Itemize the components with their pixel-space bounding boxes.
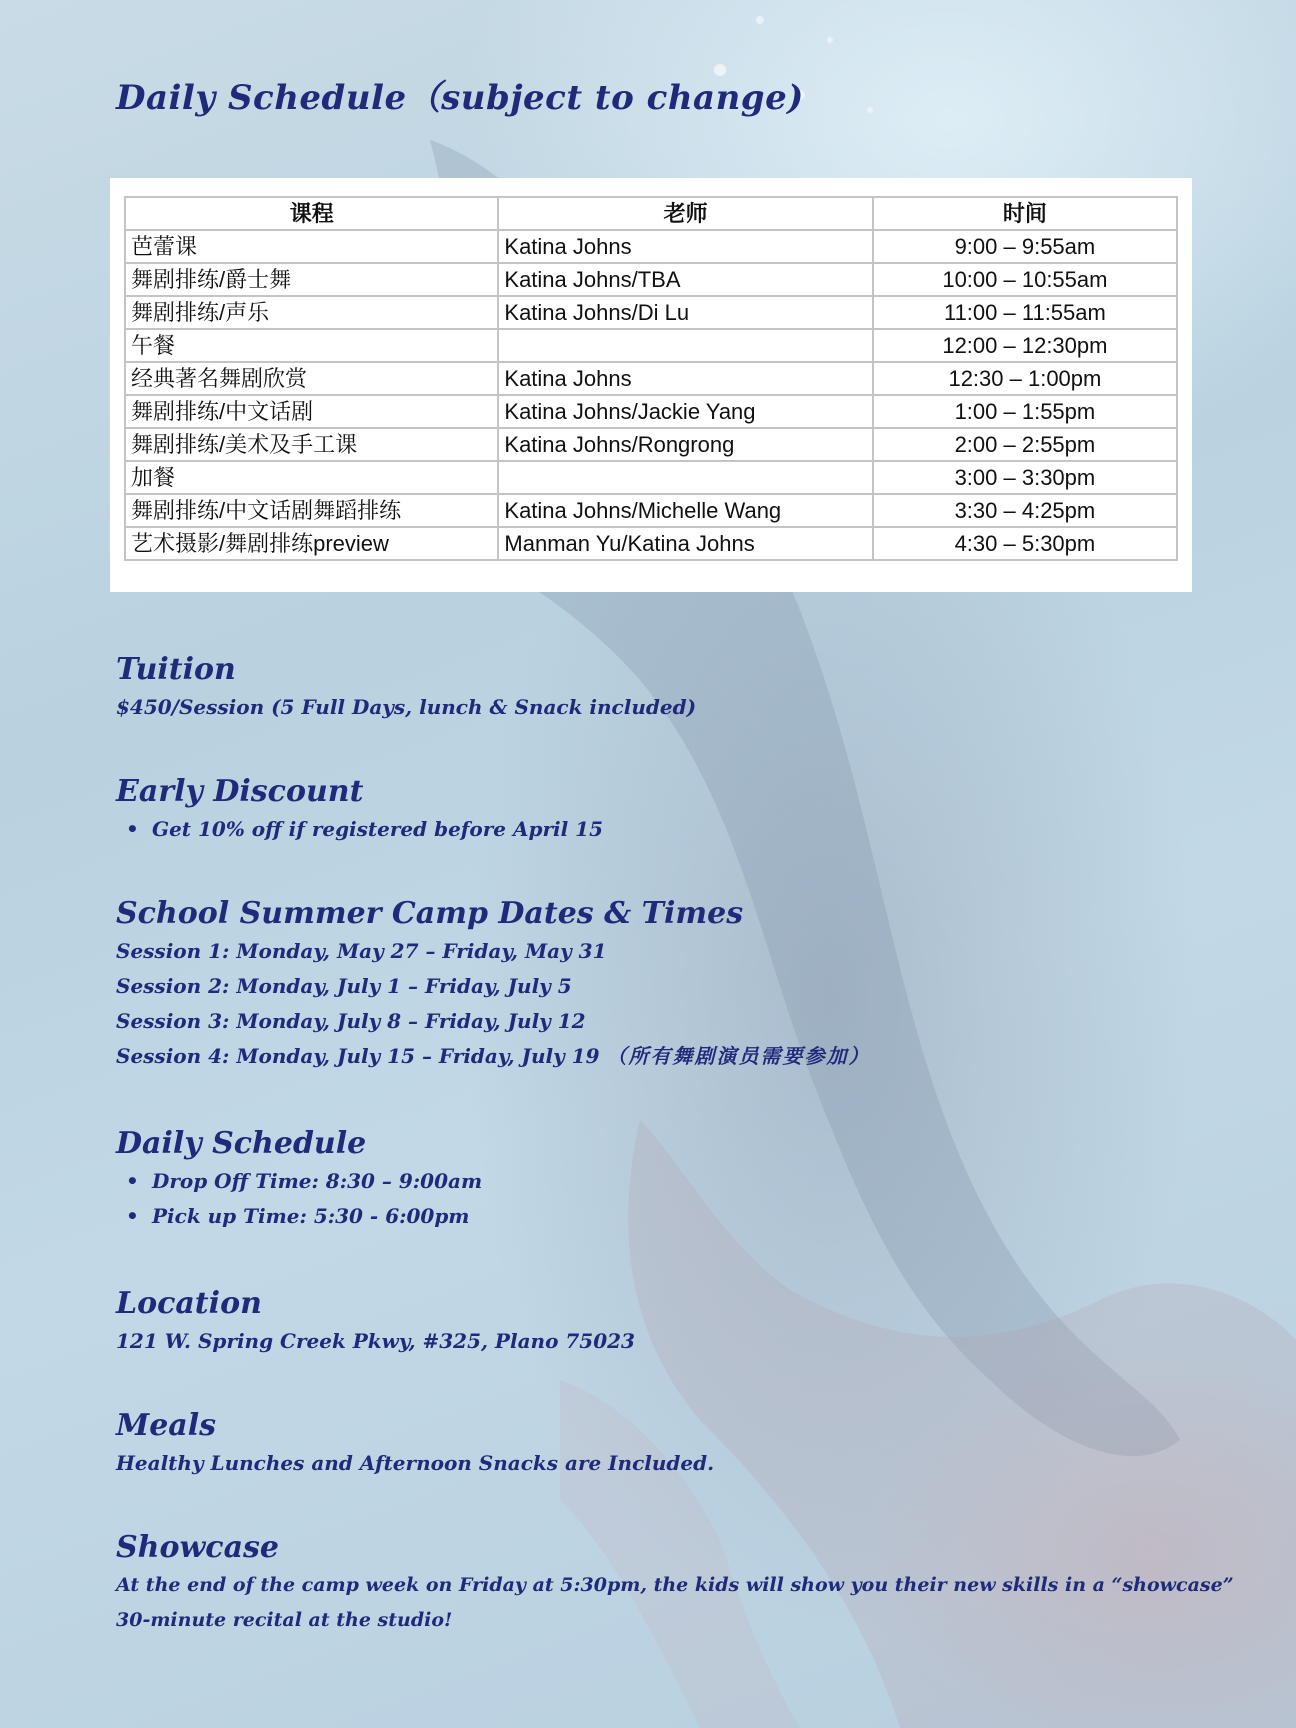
daily-item [116,1199,482,1234]
meals-text: Healthy Lunches and Afternoon Snacks are Included. [116,1451,715,1475]
teacher-cell [498,461,872,494]
dates-heading: School Summer Camp Dates & Times [116,896,744,931]
table-row [125,527,1177,560]
teacher-cell: Manman Yu/Katina Johns [498,527,872,560]
tuition-text: $450/Session (5 Full Days, lunch & Snack included) [116,695,697,719]
course-cell: 加餐 [125,461,498,494]
discount-section [116,772,603,847]
teacher-cell: Katina Johns [498,230,872,263]
table-header-row [125,197,1177,230]
teacher-cell: Katina Johns [498,362,872,395]
session-4-note: （所有舞剧演员需要参加） [606,1044,871,1068]
daily-item-text: Pick up Time: 5:30 - 6:00pm [152,1204,470,1228]
time-cell: 4:30 – 5:30pm [873,527,1177,560]
time-cell: 12:30 – 1:00pm [873,362,1177,395]
table-row [125,230,1177,263]
tuition-heading: Tuition [116,652,236,687]
teacher-cell: Katina Johns/Di Lu [498,296,872,329]
location-section [116,1284,635,1359]
teacher-cell [498,329,872,362]
discount-item-text: Get 10% off if registered before April 15 [152,817,603,841]
location-text: 121 W. Spring Creek Pkwy, #325, Plano 75023 [116,1329,635,1353]
time-cell: 2:00 – 2:55pm [873,428,1177,461]
teacher-cell: Katina Johns/Rongrong [498,428,872,461]
session-line [116,1039,870,1074]
table-row [125,296,1177,329]
bullet-icon: • [126,1169,139,1193]
teacher-cell: Katina Johns/Michelle Wang [498,494,872,527]
course-cell: 舞剧排练/中文话剧 [125,395,498,428]
time-cell: 3:30 – 4:25pm [873,494,1177,527]
daily-heading: Daily Schedule [116,1126,367,1161]
showcase-section [116,1528,1234,1638]
table-row [125,395,1177,428]
column-header-teacher: 老师 [498,197,872,230]
teacher-cell: Katina Johns/TBA [498,263,872,296]
table-row [125,329,1177,362]
course-cell: 芭蕾课 [125,230,498,263]
schedule-table-card [110,178,1192,592]
time-cell: 3:00 – 3:30pm [873,461,1177,494]
course-cell: 艺术摄影/舞剧排练preview [125,527,498,560]
session-line: Session 2: Monday, July 1 – Friday, July 5 [116,974,572,998]
table-row [125,362,1177,395]
time-cell: 1:00 – 1:55pm [873,395,1177,428]
showcase-text-line-2: 30-minute recital at the studio! [116,1609,453,1631]
daily-item [116,1164,482,1199]
time-cell: 10:00 – 10:55am [873,263,1177,296]
teacher-cell: Katina Johns/Jackie Yang [498,395,872,428]
showcase-text-line-1: At the end of the camp week on Friday at 5:30pm, the kids will show you their new skills in a “showcase” [116,1574,1234,1596]
time-cell: 11:00 – 11:55am [873,296,1177,329]
course-cell: 午餐 [125,329,498,362]
discount-heading: Early Discount [116,774,364,809]
column-header-time: 时间 [873,197,1177,230]
table-row [125,263,1177,296]
course-cell: 舞剧排练/声乐 [125,296,498,329]
bullet-icon: • [126,1204,139,1228]
meals-section [116,1406,714,1481]
time-cell: 12:00 – 12:30pm [873,329,1177,362]
meals-heading: Meals [116,1408,217,1443]
session-4-text: Session 4: Monday, July 15 – Friday, July 19 [116,1044,600,1068]
schedule-table [124,196,1178,561]
page-title: Daily Schedule（subject to change) [116,78,804,118]
table-row [125,428,1177,461]
daily-section [116,1124,482,1234]
bullet-icon: • [126,817,139,841]
session-line: Session 1: Monday, May 27 – Friday, May 31 [116,939,607,963]
discount-item [116,812,603,847]
time-cell: 9:00 – 9:55am [873,230,1177,263]
tuition-section [116,650,696,725]
table-row [125,461,1177,494]
showcase-heading: Showcase [116,1530,279,1565]
location-heading: Location [116,1286,262,1321]
column-header-course: 课程 [125,197,498,230]
table-row [125,494,1177,527]
course-cell: 舞剧排练/爵士舞 [125,263,498,296]
dates-section [116,894,870,1074]
course-cell: 经典著名舞剧欣赏 [125,362,498,395]
course-cell: 舞剧排练/美术及手工课 [125,428,498,461]
daily-item-text: Drop Off Time: 8:30 – 9:00am [152,1169,483,1193]
course-cell: 舞剧排练/中文话剧舞蹈排练 [125,494,498,527]
session-line: Session 3: Monday, July 8 – Friday, July 12 [116,1009,586,1033]
